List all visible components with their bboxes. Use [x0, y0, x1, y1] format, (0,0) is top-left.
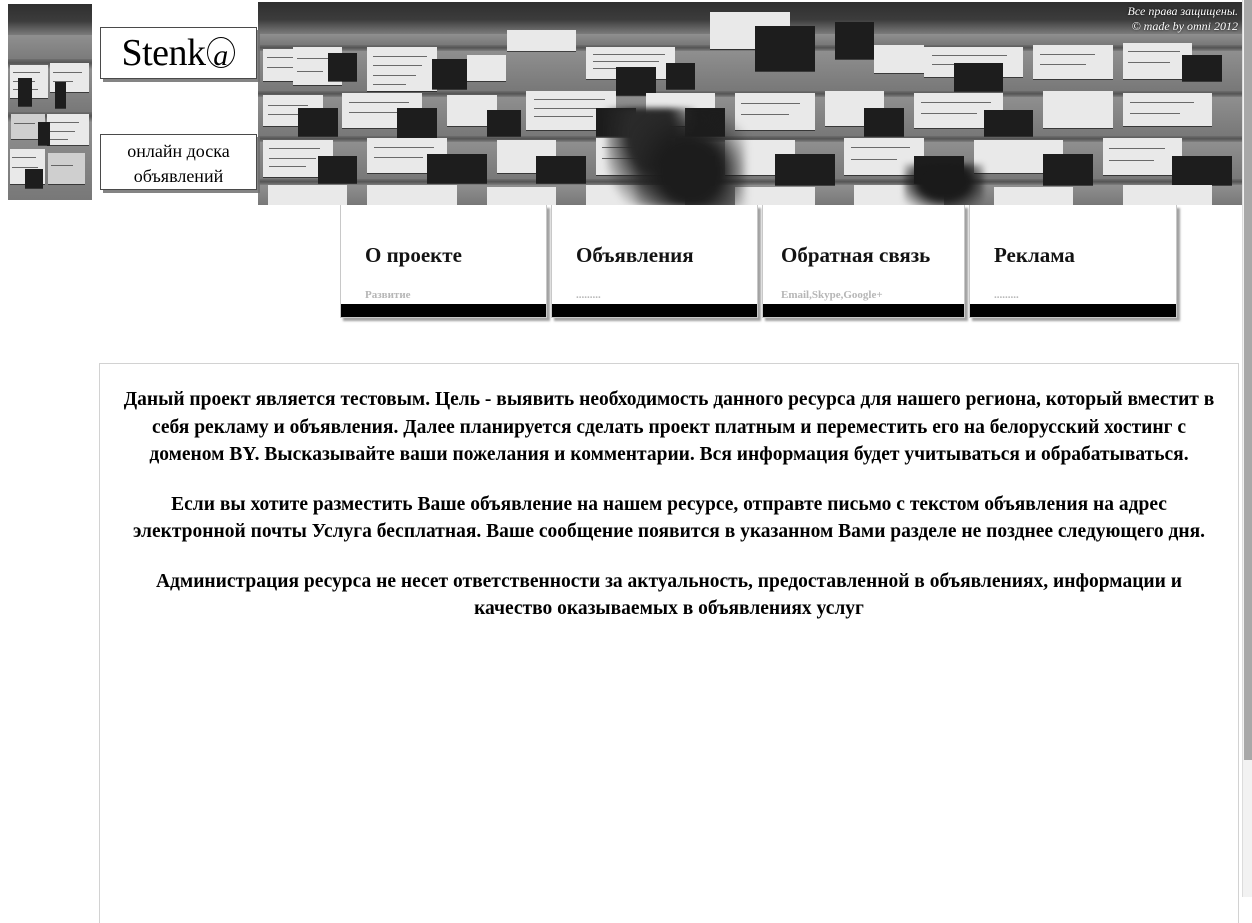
content-paragraph-3: Администрация ресурса не несет ответственности за актуальность, предоставленной в объявлениях, информации и качество оказываемых в объявлениях услуг	[155, 570, 1183, 619]
nav-tab-title: Объявления	[576, 243, 694, 267]
banner-photo-left	[8, 4, 92, 200]
nav-tab-advertising[interactable]	[969, 205, 1177, 318]
tagline-line-2: объявлений	[133, 166, 224, 186]
site-tagline	[100, 134, 257, 190]
nav-tab-subtitle: Email,Skype,Google+	[781, 289, 883, 301]
nav-tab-about[interactable]	[340, 205, 547, 318]
header-banner	[0, 0, 1252, 205]
nav-tab-underline	[970, 304, 1176, 317]
nav-tab-feedback[interactable]	[762, 205, 965, 318]
site-logo[interactable]	[100, 27, 257, 79]
content-paragraph-1: Даный проект является тестовым. Цель - выявить необходимость данного ресурса для нашего региона, который вместит в себя рекламу и объявления. Далее планируется сделать проект платным и переместить его на белорусский хостинг с доменом BY. Высказывайте ваши пожелания и комментарии. Вся информация будет учитываться и обрабатываться.	[123, 389, 1215, 465]
nav-tab-underline	[341, 304, 546, 317]
site-logo-word: Stenk	[121, 32, 206, 74]
tagline-line-1: онлайн доска	[127, 141, 230, 161]
nav-tab-underline	[763, 304, 964, 317]
nav-tab-title: Реклама	[994, 243, 1075, 267]
page-scrollbar[interactable]	[1242, 0, 1252, 897]
nav-tab-subtitle: Развитие	[365, 289, 411, 301]
copyright-line-1: Все права защищены.	[1127, 4, 1238, 18]
nav-tab-listings[interactable]	[551, 205, 758, 318]
page-scrollbar-thumb[interactable]	[1244, 0, 1252, 760]
copyright-line-2: © made by omni 2012	[1131, 19, 1238, 33]
nav-tab-subtitle: .........	[994, 289, 1019, 301]
banner-photo-main	[258, 2, 1252, 205]
content-paragraph-2: Если вы хотите разместить Ваше объявление на нашем ресурсе, отправте письмо с текстом объявления на адрес электронной почты Услуга бесплатная. Ваше сообщение появится в указанном Вами разделе не позднее следующего дня.	[132, 493, 1206, 542]
content-panel	[99, 363, 1239, 923]
nav-tab-subtitle: .........	[576, 289, 601, 301]
copyright-notice	[1128, 4, 1238, 34]
site-logo-text	[121, 32, 235, 74]
main-navigation	[340, 205, 1177, 325]
nav-tab-title: О проекте	[365, 243, 462, 267]
nav-tab-title: Обратная связь	[781, 243, 931, 267]
nav-tab-underline	[552, 304, 757, 317]
at-sign-icon: a	[206, 28, 236, 81]
